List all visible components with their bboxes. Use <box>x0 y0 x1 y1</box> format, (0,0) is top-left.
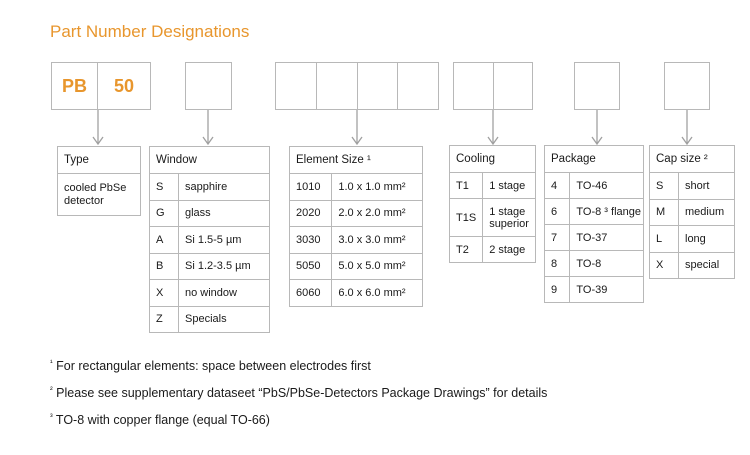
window-label: glass <box>179 200 270 227</box>
footnote-text: For rectangular elements: space between electrodes first <box>56 359 371 374</box>
package-table <box>544 145 644 303</box>
footnote-mark: ¹ <box>50 358 53 367</box>
window-code: A <box>150 227 179 254</box>
cap-code: X <box>650 252 679 279</box>
cap-label: long <box>679 226 735 253</box>
element-size-header: Element Size ¹ <box>290 147 423 174</box>
window-code: G <box>150 200 179 227</box>
window-code: S <box>150 174 179 201</box>
cap-size-header: Cap size ² <box>650 146 735 173</box>
page-title: Part Number Designations <box>50 22 250 41</box>
footnote-mark: ³ <box>50 412 53 421</box>
window-label: Specials <box>179 306 270 333</box>
cap-label: special <box>679 252 735 279</box>
type-value: cooled PbSe detector <box>58 174 141 216</box>
arrow-element <box>352 110 362 144</box>
cooling-code: T1S <box>450 199 483 237</box>
package-label: TO-8 ³ flange <box>570 199 644 225</box>
element-code: 5050 <box>290 253 332 280</box>
footnote-text: TO-8 with copper flange (equal TO-66) <box>55 413 270 428</box>
package-code: 4 <box>545 173 570 199</box>
type-table <box>57 146 141 216</box>
footnote-3 <box>50 412 270 427</box>
window-code: B <box>150 253 179 280</box>
element-label: 2.0 x 2.0 mm² <box>332 200 423 227</box>
window-label: Si 1.2-3.5 µm <box>179 253 270 280</box>
package-label: TO-39 <box>570 277 644 303</box>
cap-label: short <box>679 173 735 200</box>
cooling-code: T2 <box>450 237 483 263</box>
package-code: 9 <box>545 277 570 303</box>
arrow-type <box>93 110 103 144</box>
window-header: Window <box>150 147 270 174</box>
window-label: sapphire <box>179 174 270 201</box>
element-label: 5.0 x 5.0 mm² <box>332 253 423 280</box>
arrow-cooling <box>488 110 498 144</box>
package-header: Package <box>545 146 644 173</box>
package-label: TO-37 <box>570 225 644 251</box>
arrow-cap <box>682 110 692 144</box>
package-label: TO-8 <box>570 251 644 277</box>
element-label: 3.0 x 3.0 mm² <box>332 227 423 254</box>
footnote-1 <box>50 358 371 373</box>
number-code-box: 50 <box>97 62 151 110</box>
element-code: 2020 <box>290 200 332 227</box>
footnote-mark: ² <box>50 385 53 394</box>
window-label: Si 1.5-5 µm <box>179 227 270 254</box>
connector-arrows <box>0 0 750 160</box>
arrow-package <box>592 110 602 144</box>
element-code: 6060 <box>290 280 332 307</box>
package-code: 8 <box>545 251 570 277</box>
cooling-label: 2 stage <box>483 237 536 263</box>
footnote-2 <box>50 385 547 400</box>
cap-code: S <box>650 173 679 200</box>
type-header: Type <box>58 147 141 174</box>
arrow-window <box>203 110 213 144</box>
cooling-code: T1 <box>450 173 483 199</box>
element-code: 3030 <box>290 227 332 254</box>
element-label: 1.0 x 1.0 mm² <box>332 174 423 201</box>
cooling-table <box>449 145 536 263</box>
window-code: Z <box>150 306 179 333</box>
window-table <box>149 146 270 333</box>
cap-code: L <box>650 226 679 253</box>
prefix-code-box: PB <box>51 62 98 110</box>
cooling-header: Cooling <box>450 146 536 173</box>
footnote-text: Please see supplementary dataseet “PbS/PbSe-Detectors Package Drawings” for details <box>56 386 548 401</box>
window-label: no window <box>179 280 270 307</box>
cooling-label: 1 stage <box>483 173 536 199</box>
cap-size-table <box>649 145 735 279</box>
package-label: TO-46 <box>570 173 644 199</box>
cap-code: M <box>650 199 679 226</box>
cooling-label: 1 stage superior <box>483 199 536 237</box>
package-code: 7 <box>545 225 570 251</box>
element-label: 6.0 x 6.0 mm² <box>332 280 423 307</box>
cap-label: medium <box>679 199 735 226</box>
element-size-table <box>289 146 423 307</box>
element-code: 1010 <box>290 174 332 201</box>
window-code: X <box>150 280 179 307</box>
package-code: 6 <box>545 199 570 225</box>
